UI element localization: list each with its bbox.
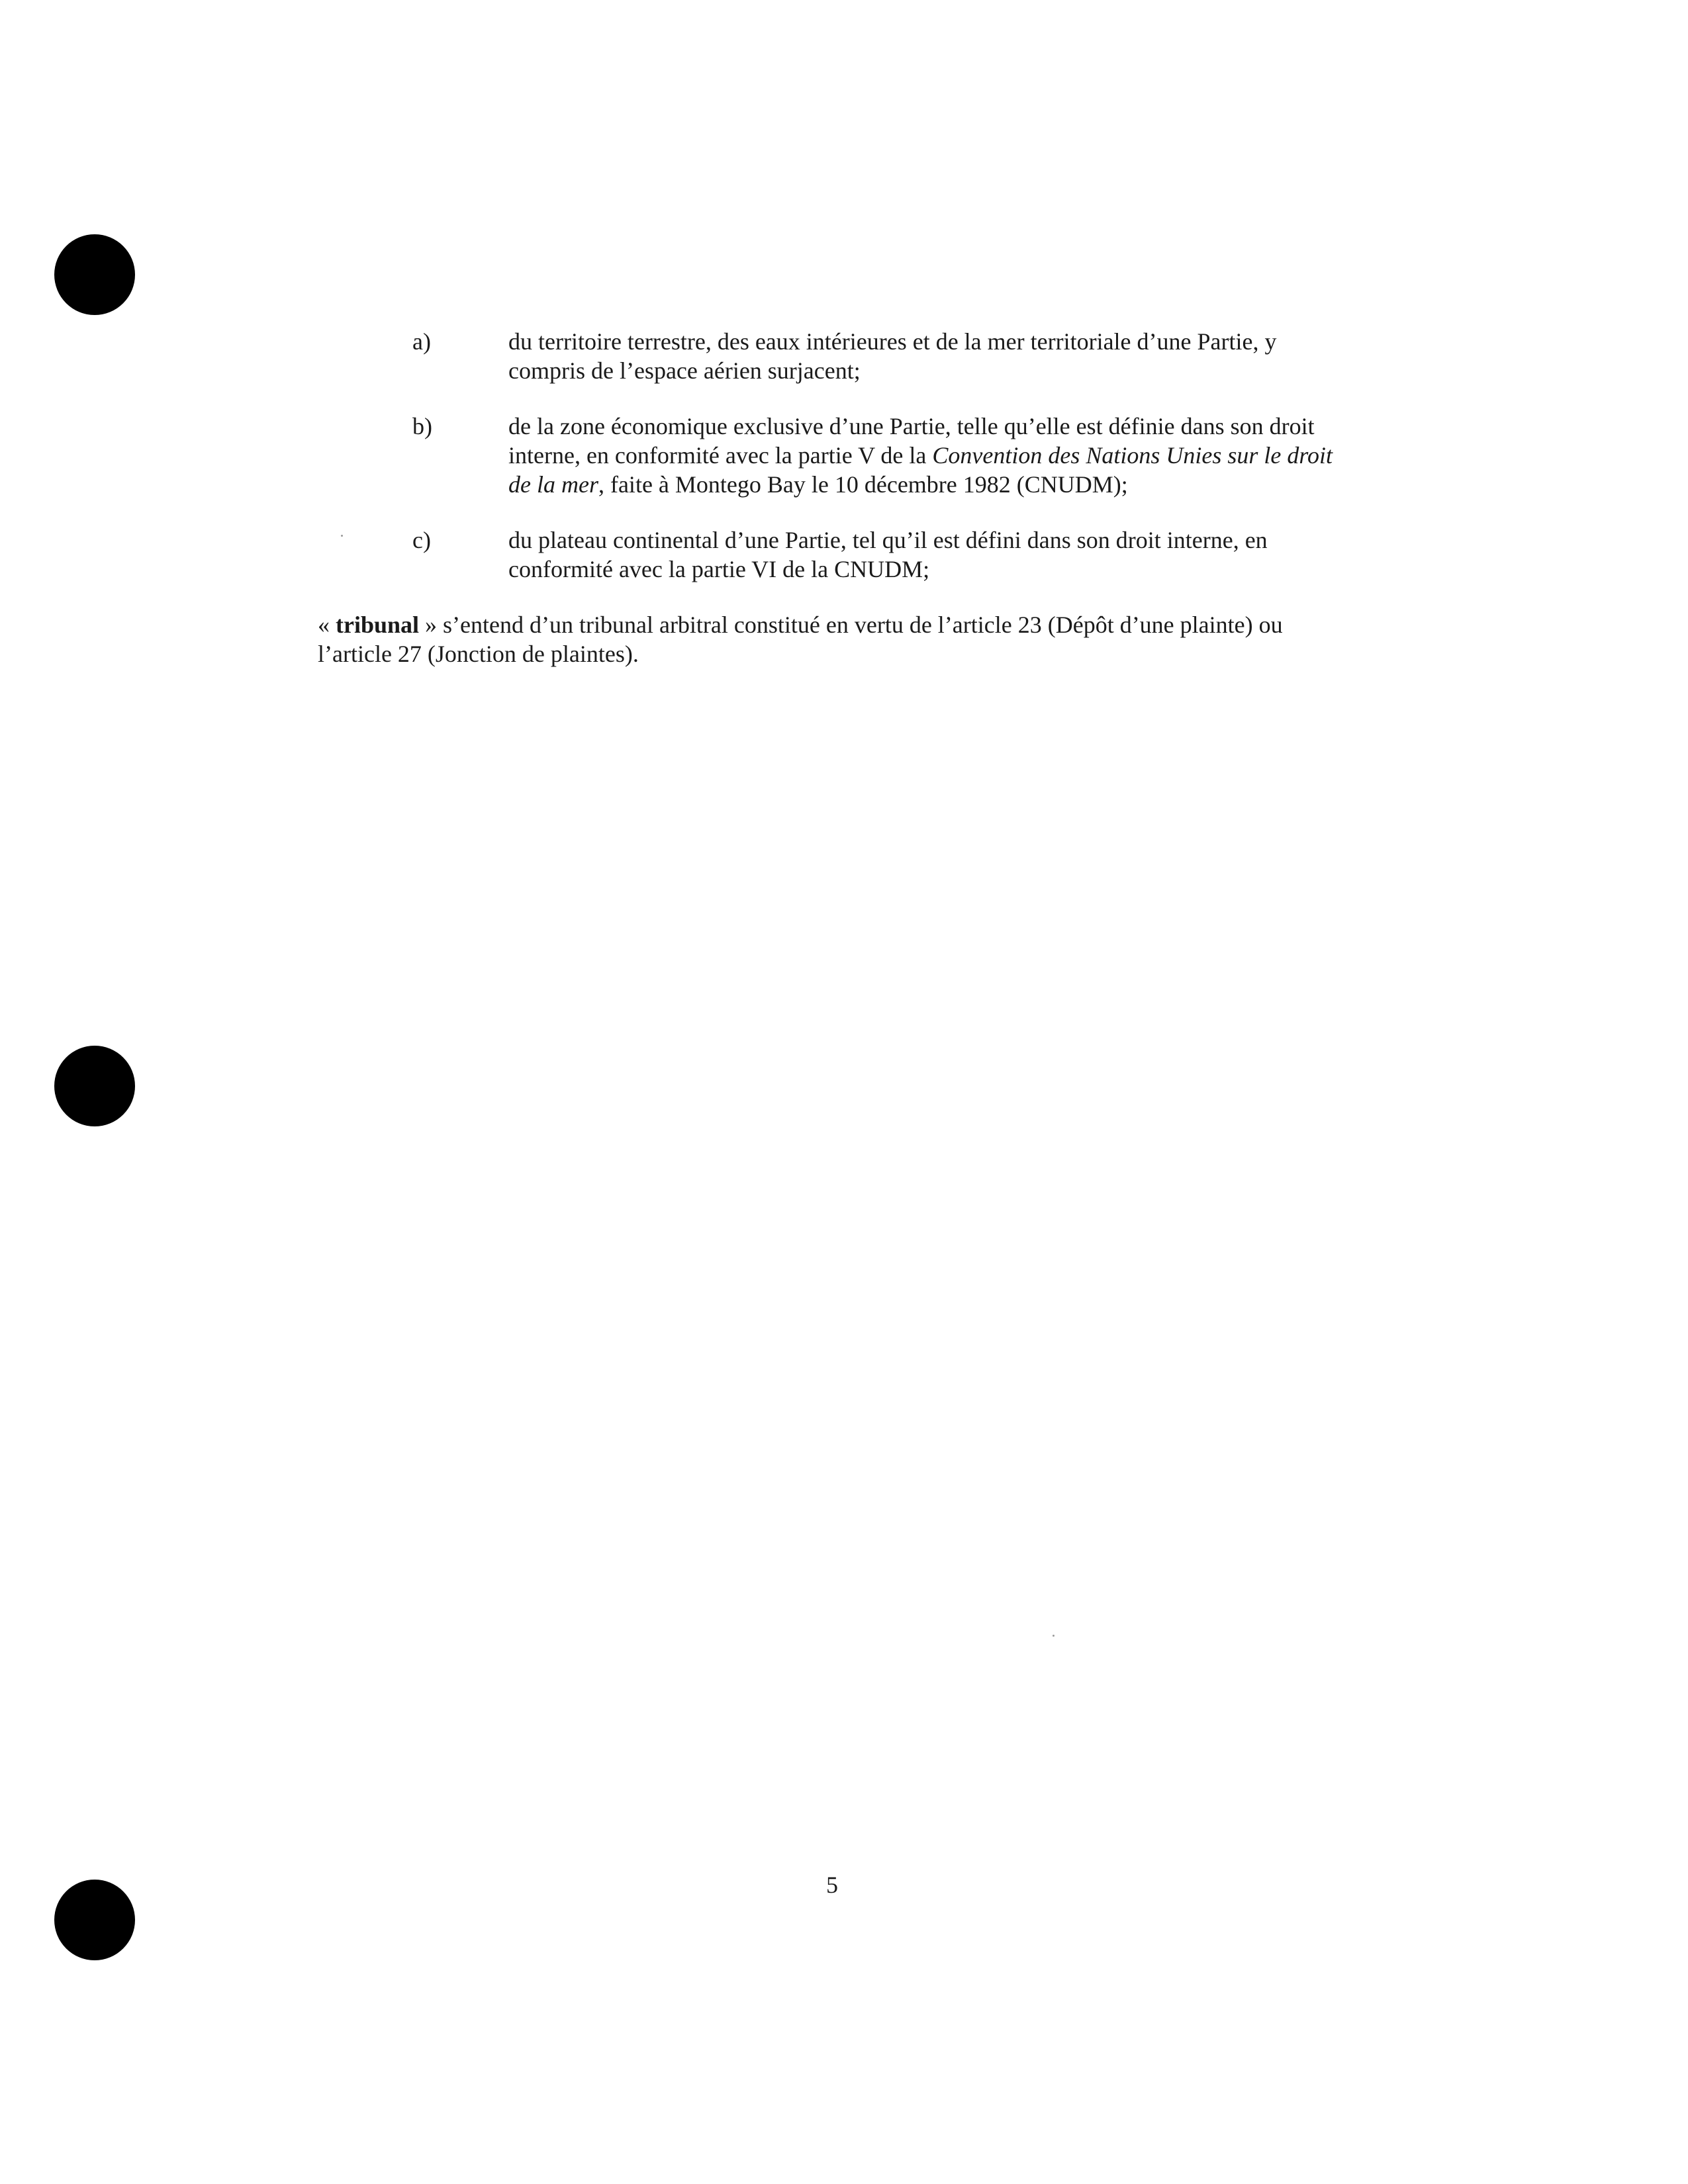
scan-speck: [1053, 1635, 1055, 1637]
tribunal-definition: [318, 610, 1350, 668]
punch-hole-top: [54, 234, 135, 315]
definition-item-c: [318, 525, 1350, 584]
definition-item-b: [318, 412, 1350, 499]
definitions-section: [318, 327, 1350, 692]
open-quote: «: [318, 612, 336, 638]
item-marker: a): [412, 328, 431, 355]
item-marker: c): [412, 527, 431, 553]
definition-text: » s’entend d’un tribunal arbitral constitué en vertu de l’article 23 (Dépôt d’une plainte) ou l’article 27 (Jonction de plaintes).: [318, 612, 1283, 667]
punch-hole-middle: [54, 1046, 135, 1126]
convention-title: Convention des Nations Unies sur le droit de la mer: [508, 442, 1333, 498]
defined-term: tribunal: [336, 612, 420, 638]
item-text: du plateau continental d’une Partie, tel qu’il est défini dans son droit interne, en conformité avec la partie VI de la CNUDM;: [508, 527, 1268, 582]
item-marker: b): [412, 413, 432, 439]
item-text-before: de la zone économique exclusive d’une Partie, telle qu’elle est définie dans son droit interne, en conformité avec la partie V de la: [508, 413, 1315, 469]
punch-hole-bottom: [54, 1880, 135, 1960]
definition-item-a: [318, 327, 1350, 385]
page-number: 5: [826, 1872, 838, 1898]
item-text-after: , faite à Montego Bay le 10 décembre 1982 (CNUDM);: [598, 471, 1128, 498]
item-text: [508, 412, 1350, 499]
item-text: du territoire terrestre, des eaux intérieures et de la mer territoriale d’une Partie, y compris de l’espace aérien surjacent;: [508, 328, 1277, 384]
